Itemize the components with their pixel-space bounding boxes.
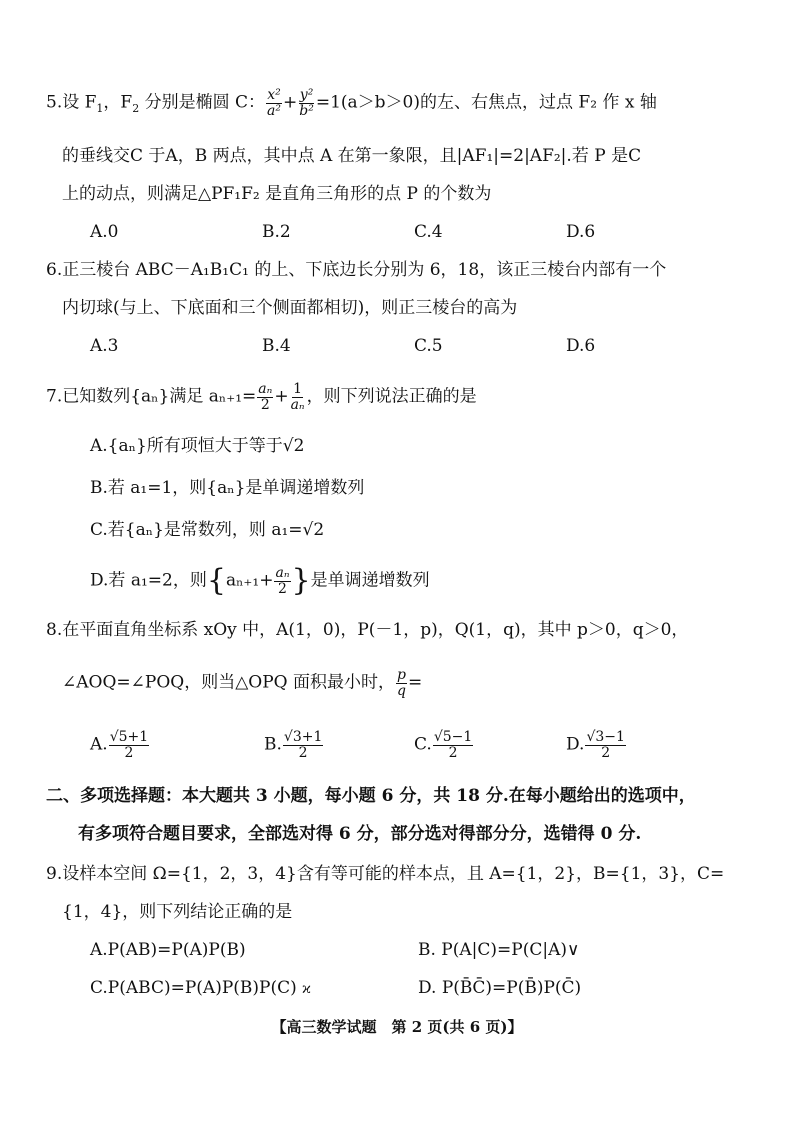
handwritten-mark: ϰ	[302, 981, 311, 997]
frac-den: 2	[278, 580, 287, 597]
frac-den: 2	[124, 744, 134, 761]
option-label: C.	[414, 734, 432, 755]
q8-option-a	[90, 730, 150, 760]
frac-den: b²	[299, 102, 314, 119]
frac-den: 2	[298, 744, 308, 761]
q5-option-b: B.2	[262, 222, 291, 242]
q5-option-a: A.0	[90, 222, 119, 242]
q8-line2	[62, 668, 422, 698]
q6-option-a: A.3	[90, 336, 119, 356]
frac-num: √5+1	[109, 729, 149, 745]
frac-num: 1	[293, 381, 303, 397]
q9-option-a: A.P(AB)=P(A)P(B)	[90, 940, 246, 960]
option-fraction	[283, 730, 323, 760]
q8-text: =	[407, 672, 423, 693]
option-label: B.	[264, 734, 282, 755]
q7-fraction-1	[257, 382, 273, 412]
q6-option-b: B.4	[262, 336, 291, 356]
frac-num: √5−1	[433, 729, 473, 745]
q7-option-b: B.若 a₁=1，则{aₙ}是单调递增数列	[90, 478, 365, 498]
q5-fraction-y	[298, 88, 315, 118]
frac-den: a²	[267, 102, 282, 119]
q5-option-d: D.6	[566, 222, 596, 242]
q7-text: aₙ₊₁+	[225, 570, 274, 591]
q5-line1	[46, 88, 657, 118]
q9-option-d: D. P(B̄C̄)=P(B̄)P(C̄)	[418, 978, 582, 998]
q5-line3: 上的动点，则满足△PF₁F₂ 是直角三角形的点 P 的个数为	[62, 184, 492, 204]
option-fraction	[109, 730, 149, 760]
option-label: D.	[566, 734, 585, 755]
frac-den: 2	[260, 396, 270, 413]
q5-text: 5.设 F	[46, 92, 97, 113]
q7-text: +	[274, 386, 289, 407]
q5-text: +	[283, 92, 298, 113]
frac-num: y²	[299, 87, 314, 103]
q8-fraction-pq	[396, 668, 407, 698]
q8-option-c	[414, 730, 474, 760]
q7-option-c: C.若{aₙ}是常数列，则 a₁=√2	[90, 520, 325, 540]
q5-text: 分别是椭圆 C：	[139, 92, 266, 113]
q8-text: ∠AOQ=∠POQ，则当△OPQ 面积最小时，	[62, 672, 395, 693]
q7-option-a: A.{aₙ}所有项恒大于等于√2	[90, 436, 305, 456]
q6-option-d: D.6	[566, 336, 596, 356]
q6-line2: 内切球(与上、下底面和三个侧面都相切)，则正三棱台的高为	[62, 298, 518, 318]
q9-option-c	[90, 980, 311, 997]
q9-line2: {1，4}，则下列结论正确的是	[62, 902, 293, 922]
frac-den: 2	[448, 744, 458, 761]
frac-num: aₙ	[275, 565, 290, 581]
q9-line1: 9.设样本空间 Ω={1，2，3，4}含有等可能的样本点，且 A={1，2}，B={1，3}，C=	[46, 864, 725, 884]
brace-right: }	[291, 563, 311, 599]
frac-num: aₙ	[258, 381, 273, 397]
q5-text: ，F	[103, 92, 133, 113]
frac-num: √3−1	[586, 729, 625, 745]
section2-line1: 二、多项选择题：本大题共 3 小题，每小题 6 分，共 18 分.在每小题给出的选项中，	[46, 786, 696, 806]
option-fraction	[585, 730, 625, 760]
q7-text: 7.已知数列{aₙ}满足 aₙ₊₁=	[46, 386, 257, 407]
q8-option-d	[566, 730, 627, 760]
q7-option-d	[90, 563, 430, 599]
q7-text: D.若 a₁=2，则	[90, 570, 207, 591]
q8-line1: 8.在平面直角坐标系 xOy 中，A(1，0)，P(－1，p)，Q(1，q)，其中 p＞0，q＞0，	[46, 620, 689, 640]
q6-line1: 6.正三棱台 ABC－A₁B₁C₁ 的上、下底边长分别为 6，18，该正三棱台内部有一个	[46, 260, 667, 280]
frac-den: 2	[601, 744, 611, 761]
q5-fraction-x	[266, 88, 282, 118]
q7-line1	[46, 382, 477, 412]
option-label: A.	[90, 734, 108, 755]
q7-option-d-fraction	[274, 566, 290, 596]
q7-text: 是单调递增数列	[310, 570, 430, 591]
q5-text: =1(a＞b＞0)的左、右焦点，过点 F₂ 作 x 轴	[315, 92, 657, 113]
q8-option-b	[264, 730, 324, 760]
section2-line2: 有多项符合题目要求，全部选对得 6 分，部分选对得部分分，选错得 0 分.	[78, 824, 642, 844]
q9-option-c-text: C.P(ABC)=P(A)P(B)P(C)	[90, 978, 297, 998]
page-footer: 【高三数学试题 第 2 页(共 6 页)】	[271, 1018, 523, 1036]
q5-option-c: C.4	[414, 222, 443, 242]
frac-num: p	[397, 667, 406, 683]
frac-num: x²	[267, 87, 281, 103]
option-fraction	[433, 730, 473, 760]
frac-den: aₙ	[290, 396, 305, 413]
q6-option-c: C.5	[414, 336, 443, 356]
frac-den: q	[397, 682, 406, 699]
q5-sub: 2	[132, 102, 140, 116]
q9-option-b: B. P(A|C)=P(C|A)∨	[418, 940, 580, 960]
q7-text: ，则下列说法正确的是	[306, 386, 477, 407]
brace-left: {	[206, 563, 226, 599]
q5-sub: 1	[96, 102, 104, 116]
q7-fraction-2	[290, 382, 306, 412]
q5-line2: 的垂线交C 于A，B 两点，其中点 A 在第一象限，且|AF₁|=2|AF₂|.若 P 是C	[62, 146, 642, 166]
frac-num: √3+1	[283, 729, 323, 745]
